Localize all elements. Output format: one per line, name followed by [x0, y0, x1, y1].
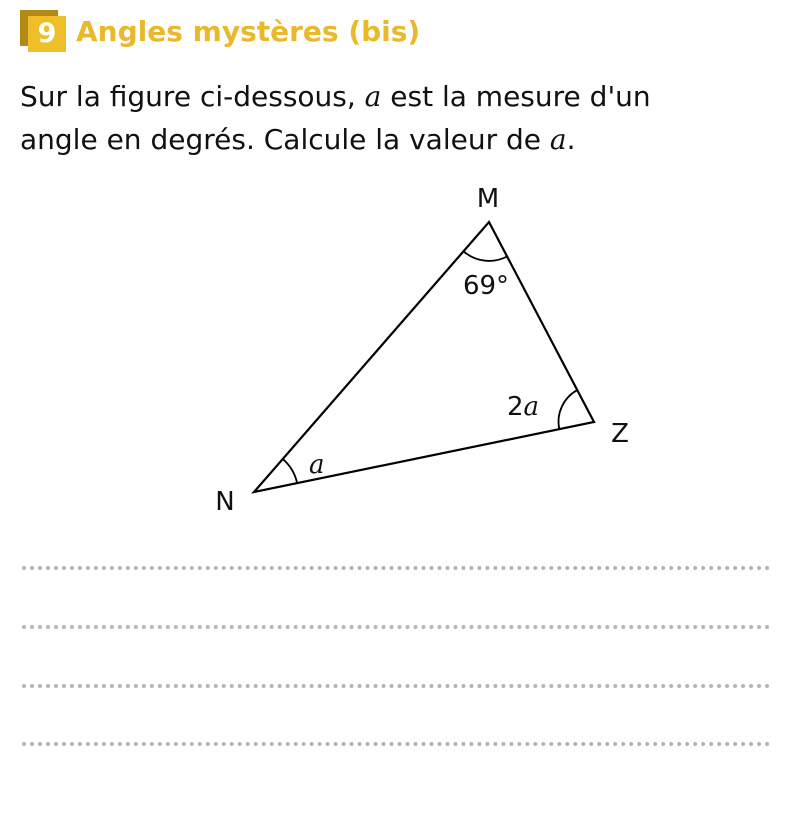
angle-label-z: [507, 392, 539, 422]
instructions-line-1-start: Sur la figure ci-dessous,: [20, 80, 365, 113]
angle-label-z-variable: a: [523, 392, 540, 422]
instructions-line-2-end: .: [566, 123, 576, 156]
angle-arc-m: [464, 252, 507, 261]
vertex-label-n: N: [215, 487, 235, 517]
vertex-label-z: Z: [611, 419, 629, 449]
instructions-line-2-start: angle en degrés. Calcule la valeur de: [20, 123, 550, 156]
variable-a: a: [549, 123, 567, 156]
exercise-title: Angles mystères (bis): [76, 15, 421, 48]
exercise-number: 9: [28, 16, 66, 52]
angle-arc-n: [283, 459, 297, 483]
variable-a: a: [364, 80, 382, 113]
vertex-label-m: M: [476, 184, 500, 214]
answer-line[interactable]: [22, 566, 770, 570]
answer-line[interactable]: [22, 684, 770, 688]
instructions-line-1-end: est la mesure d'un: [381, 80, 651, 113]
angle-arc-z: [559, 390, 578, 429]
angle-label-z-coefficient: 2: [507, 392, 524, 422]
answer-line[interactable]: [22, 625, 770, 629]
triangle-mnz: [254, 222, 594, 492]
answer-line[interactable]: [22, 742, 770, 746]
angle-label-m: 69°: [462, 271, 510, 301]
angle-label-n: a: [309, 450, 325, 480]
